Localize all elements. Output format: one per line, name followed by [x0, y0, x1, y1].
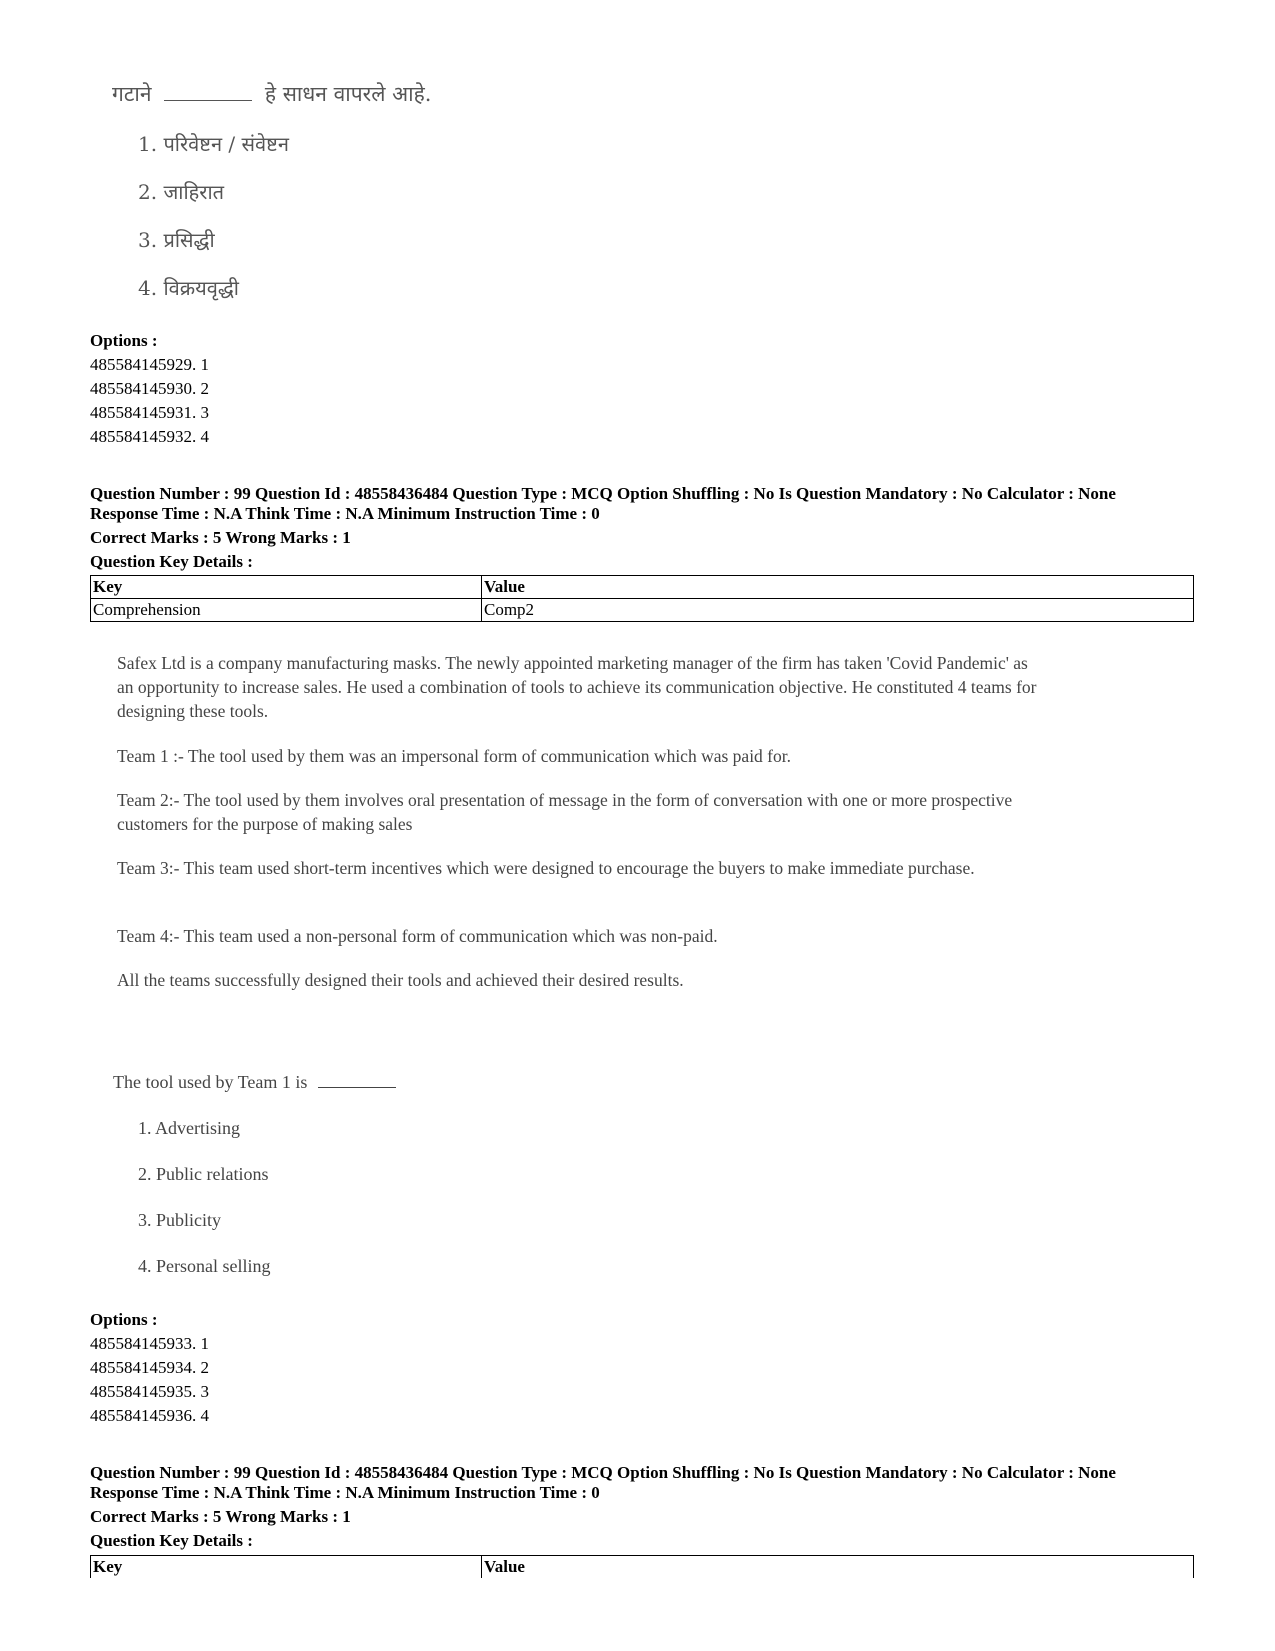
passage-paragraph: Team 1 :- The tool used by them was an impersonal form of communication which was paid for. [117, 746, 791, 766]
key-details-table [90, 575, 1194, 622]
english-option-2: 2. Public relations [138, 1164, 269, 1184]
passage-paragraph: Team 3:- This team used short-term incentives which were designed to encourage the buyers to make immediate purchase. [117, 858, 975, 878]
question-meta-line: Question Number : 99 Question Id : 48558436484 Question Type : MCQ Option Shuffling : No Is Question Mandatory : No Calculator : None [90, 484, 1116, 503]
english-option-1: 1. Advertising [138, 1118, 240, 1138]
option-id-line: 485584145935. 3 [90, 1382, 209, 1401]
options-heading: Options : [90, 1310, 158, 1329]
hindi-option-1: 1. परिवेष्टन / संवेष्टन [138, 132, 289, 156]
question-meta-line: Question Number : 99 Question Id : 48558436484 Question Type : MCQ Option Shuffling : No Is Question Mandatory : No Calculator : None [90, 1463, 1116, 1482]
table-cell-value: Comp2 [482, 599, 1194, 622]
table-header-value: Value [482, 1556, 1194, 1579]
hindi-option-4: 4. विक्रयवृद्धी [138, 276, 239, 300]
hindi-option-2: 2. जाहिरात [138, 180, 225, 204]
table-header-value: Value [482, 576, 1194, 599]
passage-paragraph: Team 2:- The tool used by them involves oral presentation of message in the form of conversation with one or more prospective customers for the purpose of making sales [117, 790, 1013, 834]
option-id-line: 485584145934. 2 [90, 1358, 209, 1377]
passage-paragraph: Safex Ltd is a company manufacturing masks. The newly appointed marketing manager of the firm has taken 'Covid Pandemic' as an opportunity to increase sales. He used a combination of tools to achieve its communication objective. He constituted 4 teams for designing these tools. [117, 653, 1037, 721]
english-option-4: 4. Personal selling [138, 1256, 271, 1276]
key-details-heading: Question Key Details : [90, 552, 253, 571]
option-id-line: 485584145933. 1 [90, 1334, 209, 1353]
passage-paragraph: Team 4:- This team used a non-personal form of communication which was non-paid. [117, 926, 718, 946]
options-heading: Options : [90, 331, 158, 350]
english-question-stem: The tool used by Team 1 is [113, 1072, 396, 1093]
marks-line: Correct Marks : 5 Wrong Marks : 1 [90, 1507, 351, 1526]
key-details-heading: Question Key Details : [90, 1531, 253, 1550]
option-id-line: 485584145931. 3 [90, 403, 209, 422]
table-header-key: Key [91, 576, 482, 599]
table-header-key: Key [91, 1556, 482, 1579]
blank-line [318, 1087, 396, 1088]
question-meta-line: Response Time : N.A Think Time : N.A Minimum Instruction Time : 0 [90, 504, 600, 523]
option-id-line: 485584145930. 2 [90, 379, 209, 398]
passage-paragraph: All the teams successfully designed their tools and achieved their desired results. [117, 970, 684, 990]
option-id-line: 485584145936. 4 [90, 1406, 209, 1425]
table-cell-key: Comprehension [91, 599, 482, 622]
option-id-line: 485584145929. 1 [90, 355, 209, 374]
option-id-line: 485584145932. 4 [90, 427, 209, 446]
english-option-3: 3. Publicity [138, 1210, 222, 1230]
question-meta-line: Response Time : N.A Think Time : N.A Minimum Instruction Time : 0 [90, 1483, 600, 1502]
table-row [91, 599, 1194, 622]
hindi-option-3: 3. प्रसिद्धी [138, 228, 215, 252]
table-header-row [91, 1556, 1194, 1579]
hindi-question-stem: गटाने हे साधन वापरले आहे. [112, 82, 432, 106]
key-details-table [90, 1555, 1194, 1578]
blank-line [164, 100, 252, 101]
marks-line: Correct Marks : 5 Wrong Marks : 1 [90, 528, 351, 547]
table-header-row [91, 576, 1194, 599]
